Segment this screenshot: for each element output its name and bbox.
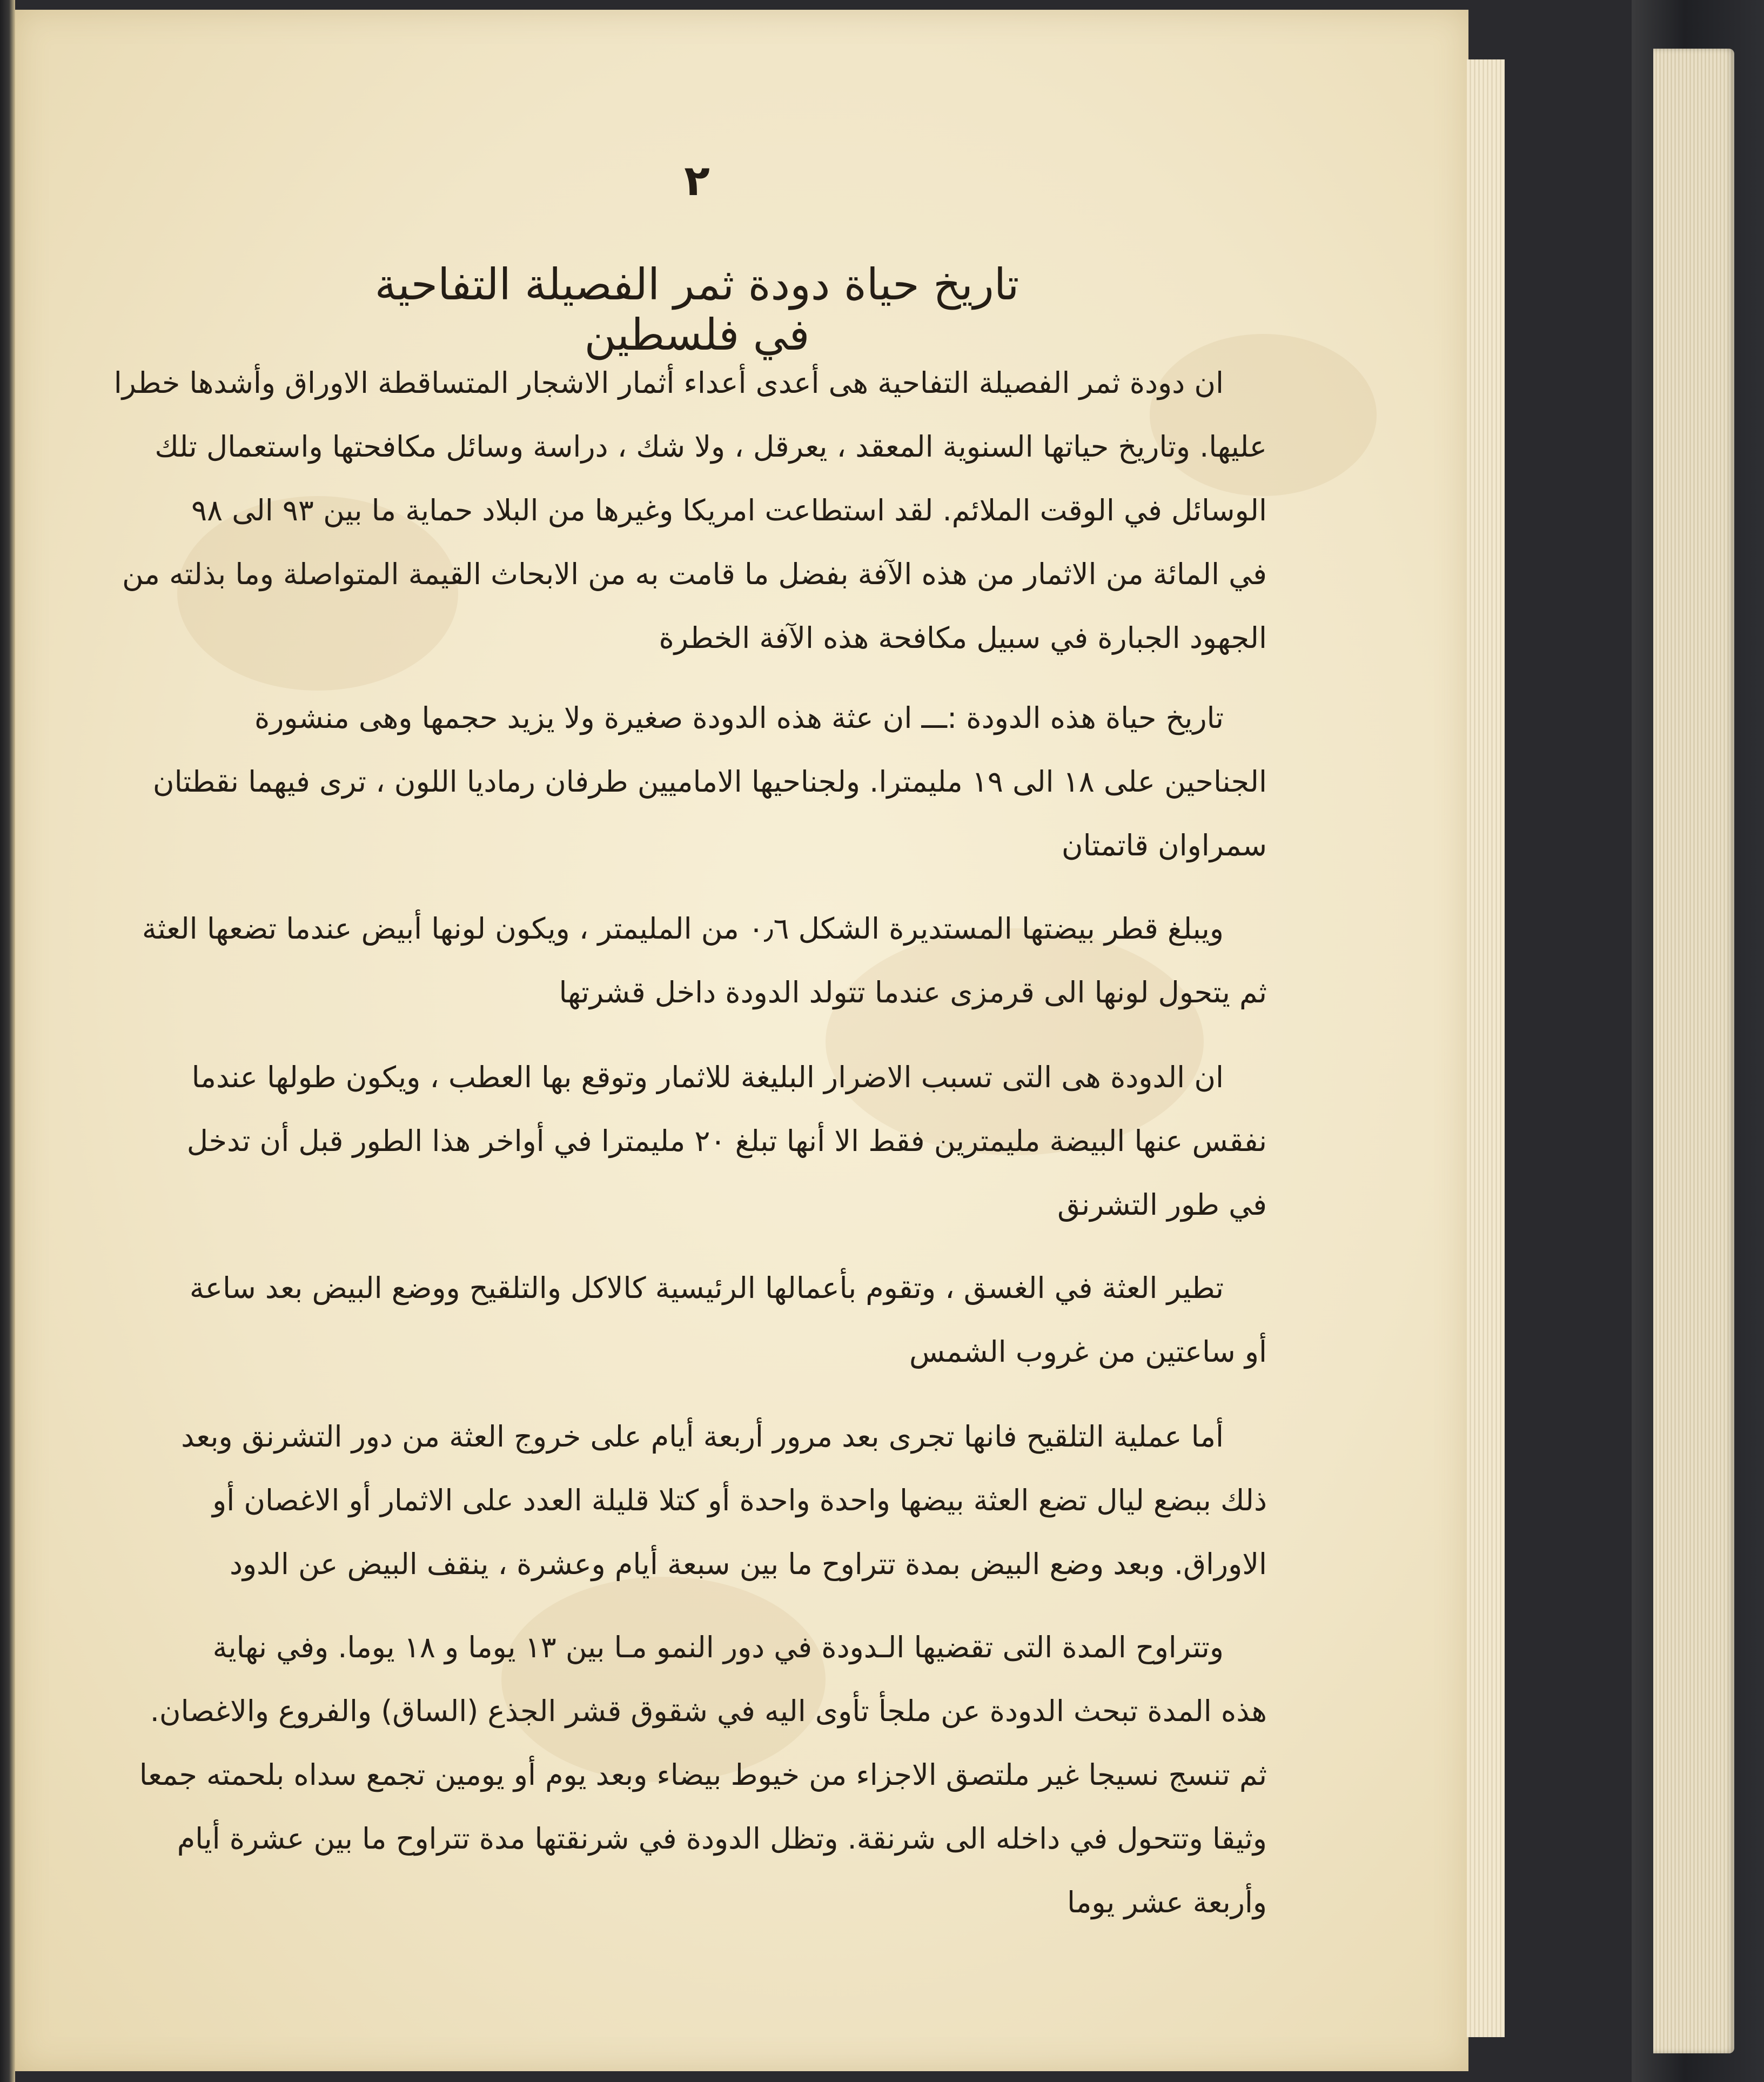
text-line: ان دودة ثمر الفصيلة التفاحية هى أعدى أعداء أثمار الاشجار المتساقطة الاوراق وأشدها خطرا <box>113 366 1224 400</box>
text-line: عليها. وتاريخ حياتها السنوية المعقد ، يعرقل ، ولا شك ، دراسة وسائل مكافحتها واستعمال تلك <box>155 430 1267 464</box>
text-line: في المائة من الاثمار من هذه الآفة بفضل ما قامت به من الابحاث القيمة المتواصلة وما بذلته من <box>122 557 1267 591</box>
text-line: الوسائل في الوقت الملائم. لقد استطاعت امريكا وغيرها من البلاد حماية ما بين ٩٣ الى ٩٨ <box>191 493 1267 527</box>
text-line: تاريخ حياة هذه الدودة :ـــ ان عثة هذه الدودة صغيرة ولا يزيد حجمها وهى منشورة <box>254 701 1224 735</box>
text-line: تطير العثة في الغسق ، وتقوم بأعمالها الرئيسية كالاكل والتلقيح ووضع البيض بعد ساعة <box>189 1271 1224 1305</box>
page-title: تاريخ حياة دودة ثمر الفصيلة التفاحية في فلسطين <box>374 259 1020 360</box>
text-line: الجهود الجبارة في سبيل مكافحة هذه الآفة الخطرة <box>659 621 1267 655</box>
page-number: ٢ <box>684 157 710 205</box>
paragraph-1 <box>95 351 1267 670</box>
text-line: هذه المدة تبحث الدودة عن ملجأ تأوى اليه في شقوق قشر الجذع (الساق) والفروع والاغصان. <box>150 1694 1267 1728</box>
text-line: ثم يتحول لونها الى قرمزى عندما تتولد الدودة داخل قشرتها <box>559 975 1267 1009</box>
text-line: ثم تنسج نسيجا غير ملتصق الاجزاء من خيوط بيضاء وبعد يوم أو يومين تجمع سداه بلحمته جمعا <box>139 1758 1267 1792</box>
paragraph-3 <box>95 897 1267 1025</box>
text-line: ذلك ببضع ليال تضع العثة بيضها واحدة واحدة أو كتلا قليلة العدد على الاثمار أو الاغصان أو <box>212 1483 1267 1517</box>
text-line: وتتراوح المدة التى تقضيها الـدودة في دور النمو مـا بين ١٣ يوما و ١٨ يوما. وفي نهاية <box>212 1630 1224 1664</box>
text-line: أما عملية التلقيح فانها تجرى بعد مرور أربعة أيام على خروج العثة من دور التشرنق وبعد <box>181 1420 1224 1454</box>
paragraph-7 <box>95 1616 1267 1934</box>
text-line: نفقس عنها البيضة مليمترين فقط الا أنها تبلغ ٢٠ مليمترا في أواخر هذا الطور قبل أن تدخل <box>186 1124 1267 1158</box>
text-line: في طور التشرنق <box>1057 1188 1267 1222</box>
text-line: ان الدودة هى التى تسبب الاضرار البليغة للاثمار وتوقع بها العطب ، ويكون طولها عندما <box>191 1060 1224 1094</box>
text-line: ويبلغ قطر بيضتها المستديرة الشكل ٠٫٦ من المليمتر ، ويكون لونها أبيض عندما تضعها العثة <box>142 912 1224 946</box>
paragraph-6 <box>95 1405 1267 1596</box>
page-edge-stack <box>1467 59 1505 2037</box>
page-stack-edge <box>1653 49 1734 2053</box>
text-line: أو ساعتين من غروب الشمس <box>909 1335 1267 1369</box>
text-line: الاوراق. وبعد وضع البيض بمدة تتراوح ما بين سبعة أيام وعشرة ، ينقف البيض عن الدود <box>229 1547 1267 1581</box>
paragraph-5 <box>95 1256 1267 1384</box>
text-line: سمراوان قاتمتان <box>1061 828 1267 862</box>
paragraph-2 <box>95 686 1267 878</box>
text-line: وثيقا وتتحول في داخله الى شرنقة. وتظل الدودة في شرنقتها مدة تتراوح ما بين عشرة أيام <box>177 1822 1267 1856</box>
book-binding-left <box>0 0 15 2082</box>
paragraph-4 <box>95 1046 1267 1237</box>
text-line: وأربعة عشر يوما <box>1067 1885 1267 1919</box>
text-line: الجناحين على ١٨ الى ١٩ مليمترا. ولجناحيها الاماميين طرفان رماديا اللون ، ترى فيهما نقطتان <box>152 765 1267 799</box>
